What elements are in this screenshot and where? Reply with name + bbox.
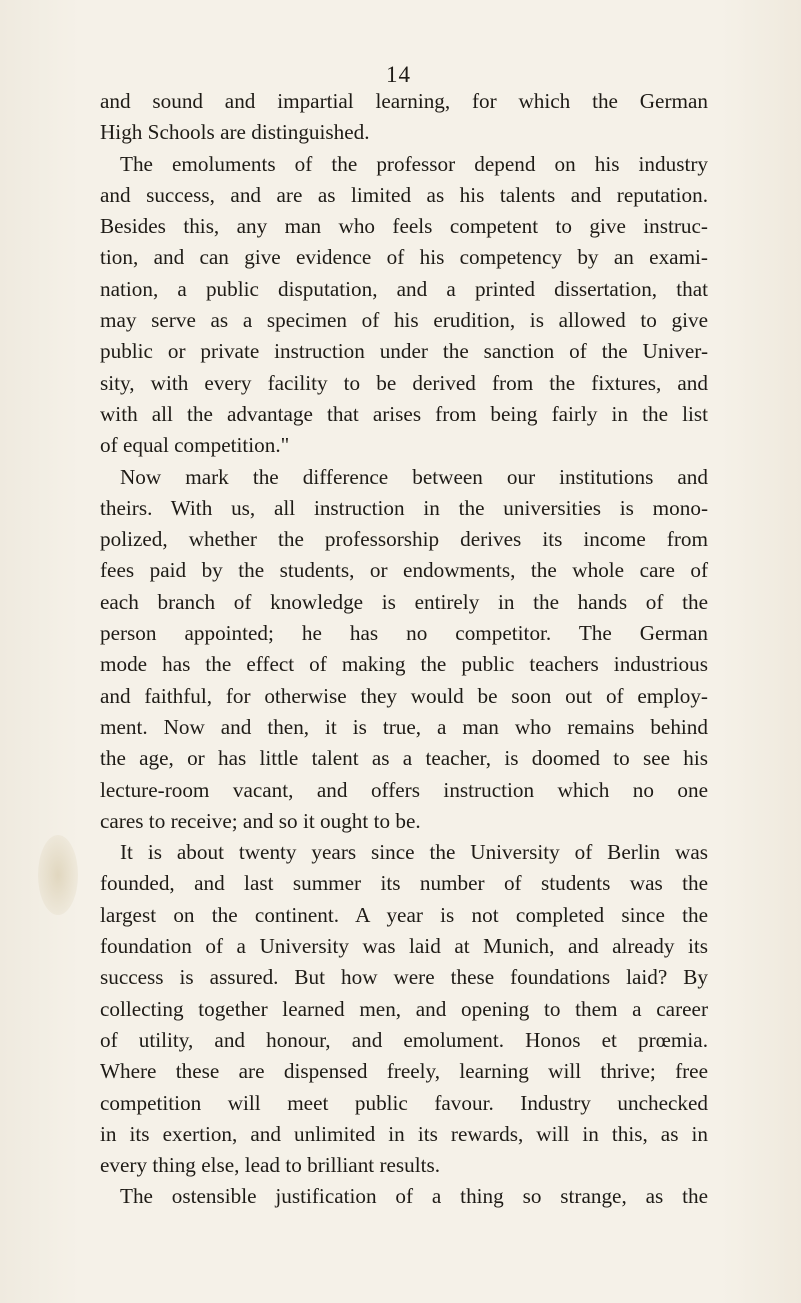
- text-line: theirs. With us, all instruction in the universities is mono-: [100, 495, 708, 520]
- text-line: Now mark the difference between our institutions and: [120, 464, 708, 489]
- text-line: public or private instruction under the sanction of the Univer-: [100, 339, 708, 364]
- text-line: success is assured. But how were these foundations laid? By: [100, 965, 708, 990]
- text-line: mode has the effect of making the public teachers industrious: [100, 652, 708, 677]
- text-line: sity, with every facility to be derived from the fixtures, and: [100, 370, 708, 395]
- text-line: fees paid by the students, or endowments, the whole care of: [100, 558, 708, 583]
- text-line: The emoluments of the professor depend on his industry: [120, 151, 708, 176]
- text-line: may serve as a specimen of his erudition, is allowed to give: [100, 308, 708, 333]
- text-line: and success, and are as limited as his talents and reputation.: [100, 182, 708, 207]
- text-line: the age, or has little talent as a teacher, is doomed to see his: [100, 746, 708, 771]
- text-line: in its exertion, and unlimited in its rewards, will in this, as in: [100, 1121, 708, 1146]
- text-line: foundation of a University was laid at Munich, and already its: [100, 934, 708, 959]
- text-line: cares to receive; and so it ought to be.: [100, 808, 421, 833]
- text-line: of utility, and honour, and emolument. Honos et prœmia.: [100, 1027, 708, 1052]
- text-line: Where these are dispensed freely, learning will thrive; free: [100, 1059, 708, 1084]
- text-line: and faithful, for otherwise they would be soon out of employ-: [100, 683, 708, 708]
- text-line: High Schools are distinguished.: [100, 120, 370, 145]
- text-line: competition will meet public favour. Industry unchecked: [100, 1090, 708, 1115]
- text-line: person appointed; he has no competitor. The German: [100, 621, 708, 646]
- text-line: and sound and impartial learning, for which the German: [100, 89, 708, 113]
- text-line: every thing else, lead to brilliant results.: [100, 1153, 441, 1178]
- text-line: It is about twenty years since the University of Berlin was: [120, 840, 708, 865]
- page-stain: [38, 835, 78, 915]
- text-line: nation, a public disputation, and a printed dissertation, that: [100, 276, 708, 301]
- body-text: [100, 86, 708, 1213]
- text-line: of equal competition.": [100, 433, 290, 458]
- text-line: largest on the continent. A year is not completed since the: [100, 902, 708, 927]
- page-number: 14: [386, 62, 411, 87]
- text-line: founded, and last summer its number of students was the: [100, 871, 708, 896]
- text-line: each branch of knowledge is entirely in the hands of the: [100, 589, 708, 614]
- text-line: Besides this, any man who feels competent to give instruc-: [100, 214, 708, 239]
- text-line: collecting together learned men, and opening to them a career: [100, 996, 708, 1021]
- text-line: The ostensible justification of a thing so strange, as the: [120, 1184, 708, 1209]
- text-line: tion, and can give evidence of his competency by an exami-: [100, 245, 708, 270]
- text-line: lecture-room vacant, and offers instruction which no one: [100, 777, 708, 802]
- text-line: ment. Now and then, it is true, a man who remains behind: [100, 714, 708, 739]
- text-line: polized, whether the professorship derives its income from: [100, 527, 708, 552]
- text-line: with all the advantage that arises from being fairly in the list: [100, 401, 708, 426]
